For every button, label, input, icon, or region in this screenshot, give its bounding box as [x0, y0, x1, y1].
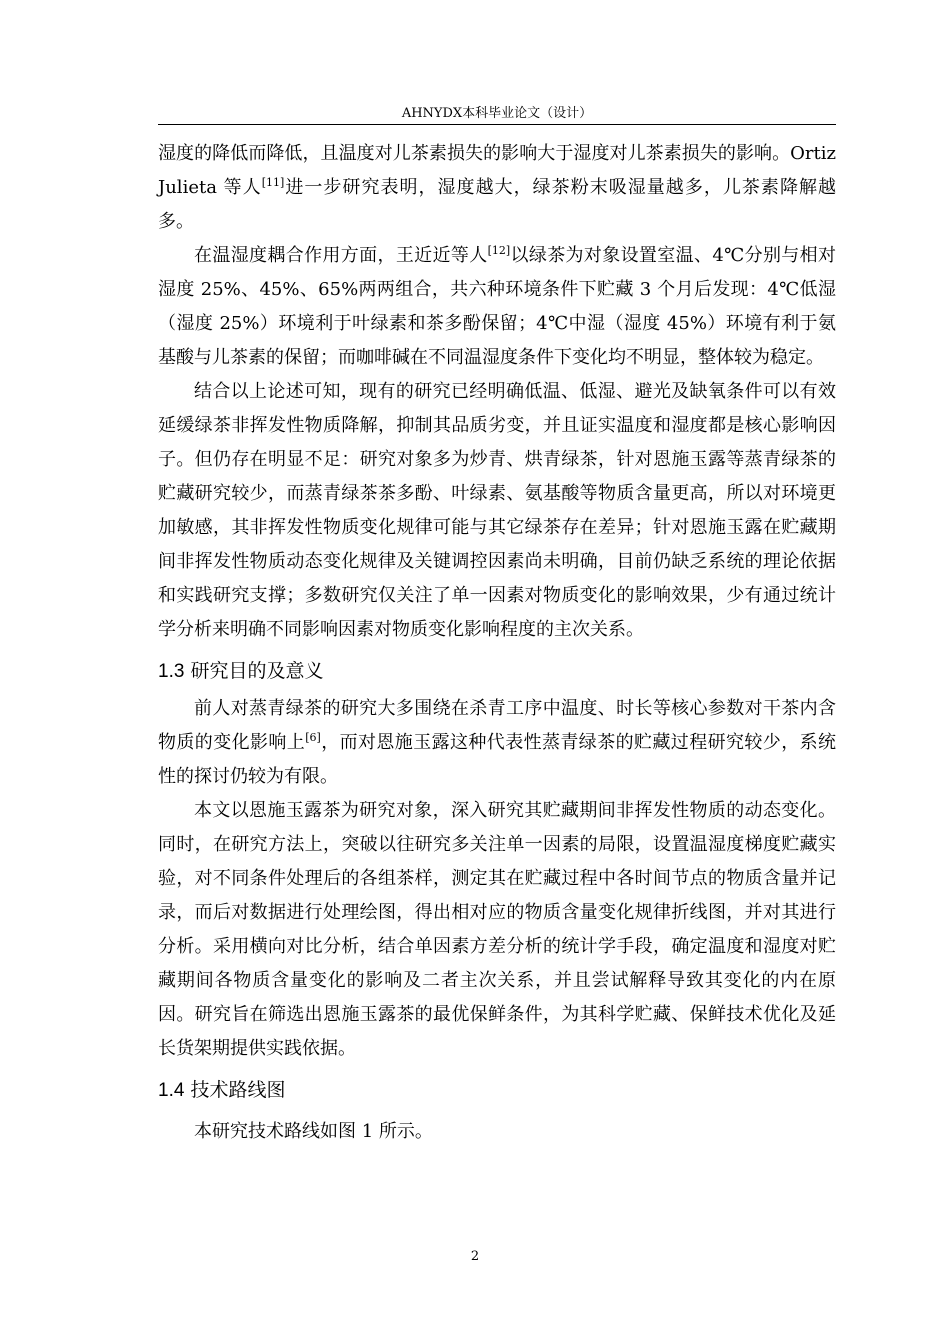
paragraph-text: 在温湿度耦合作用方面，王近近等人: [194, 245, 488, 266]
paragraph-roadmap-intro: 本研究技术路线如图 1 所示。: [194, 1121, 433, 1142]
paragraph-text: 以绿茶为对象设置室温、4℃分别与相对湿度 25%、45%、65%两两组合，共六种环境条件下贮藏 3 个月后发现：4℃低湿（湿度 25%）环境利于叶绿素和茶多酚保留；4℃中湿（湿度 45%）环境有利于氨基酸与儿茶素的保留；而咖啡碱在不同温湿度条件下变化均不明显，整体较为稳定。: [158, 245, 836, 368]
paragraph-text: ，而对恩施玉露这种代表性蒸青绿茶的贮藏过程研究较少，系统性的探讨仍较为有限。: [158, 732, 836, 787]
page-number: 2: [470, 1249, 480, 1264]
paragraph-text: 湿度的降低而降低，且温度对儿茶素损失的影响大于湿度对儿茶素损失的影响。Ortiz Julieta 等人: [158, 143, 836, 198]
section-number: 1.4: [158, 1080, 185, 1101]
paragraph-prior-research: [158, 692, 836, 794]
paragraph-text: 进一步研究表明，湿度越大，绿茶粉末吸湿量越多，儿茶素降解越多。: [158, 177, 836, 232]
section-title: 研究目的及意义: [190, 660, 324, 682]
paragraph-study-aim: 本文以恩施玉露茶为研究对象，深入研究其贮藏期间非挥发性物质的动态变化。同时，在研究方法上，突破以往研究多关注单一因素的局限，设置温湿度梯度贮藏实验，对不同条件处理后的各组茶样，测定其在贮藏过程中各时间节点的物质含量并记录，而后对数据进行处理绘图，得出相对应的物质含量变化规律折线图，并对其进行分析。采用横向对比分析，结合单因素方差分析的统计学手段，确定温度和湿度对贮藏期间各物质含量变化的影响及二者主次关系，并且尝试解释导致其变化的内在原因。研究旨在筛选出恩施玉露茶的最优保鲜条件，为其科学贮藏、保鲜技术优化及延长货架期提供实践依据。: [158, 800, 836, 1059]
paragraph-temp-humidity: [158, 239, 836, 375]
section-number: 1.3: [158, 661, 185, 682]
section-heading-1-4: [158, 1072, 836, 1109]
section-title: 技术路线图: [190, 1079, 286, 1101]
citation-ref[interactable]: [11]: [261, 176, 285, 189]
paragraph-summary: 结合以上论述可知，现有的研究已经明确低温、低湿、避光及缺氧条件可以有效延缓绿茶非挥发性物质降解，抑制其品质劣变，并且证实温度和湿度都是核心影响因子。但仍存在明显不足：研究对象多为炒青、烘青绿茶，针对恩施玉露等蒸青绿茶的贮藏研究较少，而蒸青绿茶茶多酚、叶绿素、氨基酸等物质含量更高，所以对环境更加敏感，其非挥发性物质变化规律可能与其它绿茶存在差异；针对恩施玉露在贮藏期间非挥发性物质动态变化规律及关键调控因素尚未明确，目前仍缺乏系统的理论依据和实践研究支撑；多数研究仅关注了单一因素对物质变化的影响效果，少有通过统计学分析来明确不同影响因素对物质变化影响程度的主次关系。: [158, 381, 836, 640]
paragraph-continuation: [158, 137, 836, 239]
citation-ref[interactable]: [6]: [305, 731, 321, 744]
citation-ref[interactable]: [12]: [487, 244, 511, 257]
section-heading-1-3: [158, 653, 836, 690]
running-header: AHNYDX本科毕业论文（设计）: [401, 106, 593, 121]
document-body: [158, 137, 836, 1149]
header-divider: [158, 124, 836, 125]
paragraph-text: 前人对蒸青绿茶的研究大多围绕在杀青工序中温度、时长等核心参数对干茶内含物质的变化影响上: [158, 698, 836, 753]
